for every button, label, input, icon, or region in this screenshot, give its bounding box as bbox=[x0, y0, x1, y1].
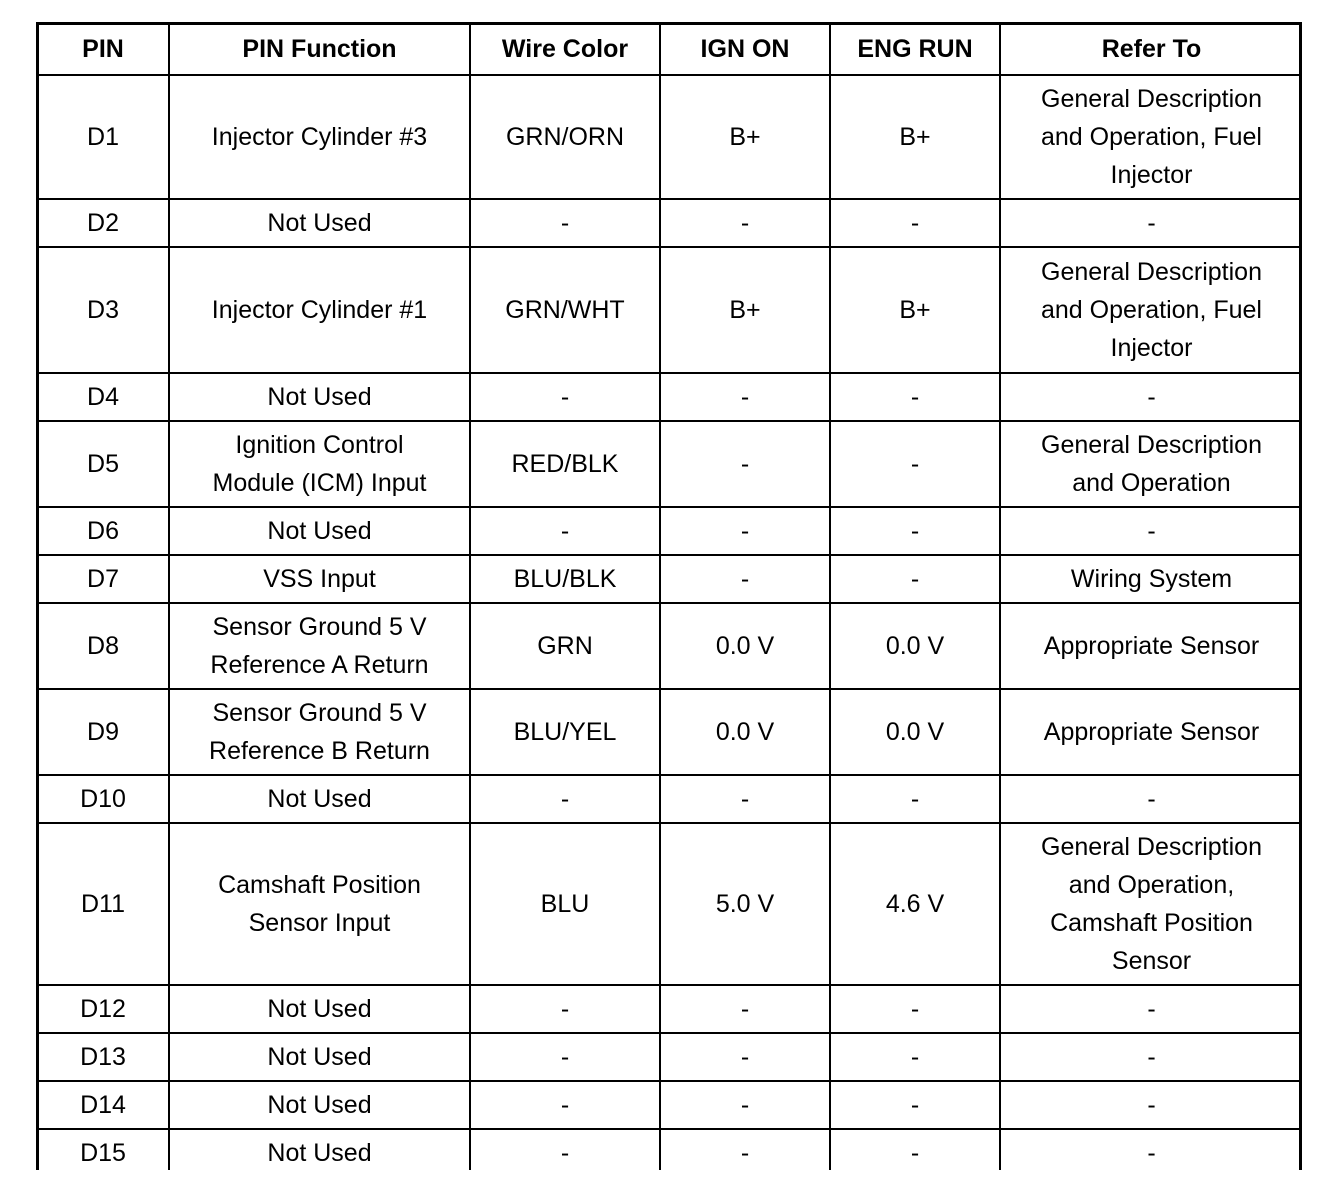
cell-pin bbox=[37, 199, 169, 247]
table-row bbox=[37, 555, 1302, 603]
cell-pin-text: D15 bbox=[80, 1139, 126, 1167]
cell-refer-to bbox=[1000, 1129, 1302, 1170]
pin-table-sheet bbox=[36, 22, 1302, 1170]
cell-pin-text: D14 bbox=[80, 1091, 126, 1119]
header-ign-on: IGN ON bbox=[660, 23, 830, 75]
table-row bbox=[37, 199, 1302, 247]
table-row bbox=[37, 775, 1302, 823]
cell-pin bbox=[37, 1129, 169, 1170]
cell-pin-function-text: VSS Input bbox=[263, 565, 376, 593]
table-row bbox=[37, 1129, 1302, 1170]
cell-refer-to bbox=[1000, 373, 1302, 421]
cell-wire-color-text: GRN/ORN bbox=[505, 123, 625, 151]
cell-refer-to bbox=[1000, 985, 1302, 1033]
cell-ign-on bbox=[660, 689, 830, 775]
cell-ign-on bbox=[660, 421, 830, 507]
cell-pin-function-text: Not Used bbox=[267, 785, 372, 813]
cell-refer-to bbox=[1000, 775, 1302, 823]
cell-refer-to-text: - bbox=[1147, 383, 1156, 411]
cell-ign-on-text: - bbox=[740, 785, 750, 813]
table-row bbox=[37, 373, 1302, 421]
table-row bbox=[37, 823, 1302, 985]
header-eng-run: ENG RUN bbox=[830, 23, 1000, 75]
cell-wire-color-text: - bbox=[560, 995, 570, 1023]
cell-wire-color-text: BLU/YEL bbox=[513, 718, 617, 746]
cell-eng-run-text: - bbox=[910, 1043, 920, 1071]
cell-refer-to-text: General Description and Operation bbox=[1041, 431, 1262, 497]
cell-pin-function-text: Not Used bbox=[267, 1139, 372, 1167]
cell-eng-run bbox=[830, 775, 1000, 823]
cell-pin-text: D1 bbox=[87, 123, 119, 151]
cell-pin-function bbox=[169, 689, 470, 775]
cell-wire-color bbox=[470, 373, 660, 421]
cell-pin bbox=[37, 823, 169, 985]
cell-pin-function-text: Not Used bbox=[267, 995, 372, 1023]
cell-refer-to-text: - bbox=[1147, 1139, 1156, 1167]
cell-ign-on bbox=[660, 823, 830, 985]
cell-refer-to-text: Appropriate Sensor bbox=[1043, 718, 1260, 746]
cell-pin bbox=[37, 507, 169, 555]
cell-eng-run bbox=[830, 1129, 1000, 1170]
cell-pin-function-text: Not Used bbox=[267, 517, 372, 545]
cell-pin-function bbox=[169, 199, 470, 247]
cell-refer-to-text: - bbox=[1147, 1091, 1156, 1119]
cell-eng-run bbox=[830, 247, 1000, 373]
cell-wire-color bbox=[470, 247, 660, 373]
cell-wire-color-text: - bbox=[560, 209, 570, 237]
cell-wire-color-text: - bbox=[560, 1139, 570, 1167]
cell-ign-on bbox=[660, 603, 830, 689]
cell-eng-run-text: 0.0 V bbox=[885, 718, 945, 746]
cell-refer-to-text: - bbox=[1147, 995, 1156, 1023]
cell-refer-to-text: Wiring System bbox=[1070, 565, 1233, 593]
cell-pin-text: D11 bbox=[80, 890, 125, 918]
cell-ign-on bbox=[660, 1033, 830, 1081]
pin-table bbox=[36, 22, 1302, 1170]
cell-eng-run bbox=[830, 373, 1000, 421]
table-row bbox=[37, 421, 1302, 507]
cell-ign-on-text: - bbox=[740, 1043, 750, 1071]
cell-eng-run-text: - bbox=[910, 1139, 920, 1167]
table-row bbox=[37, 507, 1302, 555]
cell-wire-color bbox=[470, 775, 660, 823]
cell-ign-on-text: 0.0 V bbox=[715, 718, 775, 746]
cell-refer-to bbox=[1000, 247, 1302, 373]
cell-pin-function bbox=[169, 775, 470, 823]
cell-wire-color bbox=[470, 689, 660, 775]
cell-ign-on-text: - bbox=[740, 383, 750, 411]
cell-pin-function-text: Not Used bbox=[267, 1043, 372, 1071]
cell-eng-run bbox=[830, 985, 1000, 1033]
cell-eng-run bbox=[830, 199, 1000, 247]
cell-refer-to bbox=[1000, 75, 1302, 199]
cell-pin bbox=[37, 75, 169, 199]
cell-ign-on bbox=[660, 75, 830, 199]
cell-ign-on bbox=[660, 373, 830, 421]
cell-pin-text: D9 bbox=[87, 718, 119, 746]
cell-wire-color-text: GRN/WHT bbox=[505, 296, 625, 324]
cell-pin bbox=[37, 775, 169, 823]
cell-ign-on bbox=[660, 1081, 830, 1129]
cell-refer-to bbox=[1000, 603, 1302, 689]
cell-pin-function-text: Injector Cylinder #3 bbox=[211, 123, 428, 151]
cell-refer-to bbox=[1000, 1033, 1302, 1081]
cell-wire-color-text: - bbox=[560, 1091, 570, 1119]
header-wire-color: Wire Color bbox=[470, 23, 660, 75]
cell-pin bbox=[37, 1033, 169, 1081]
cell-ign-on-text: - bbox=[740, 1139, 750, 1167]
table-row bbox=[37, 689, 1302, 775]
cell-wire-color-text: GRN bbox=[537, 632, 593, 660]
cell-pin-text: D12 bbox=[80, 995, 126, 1023]
cell-ign-on bbox=[660, 199, 830, 247]
cell-wire-color bbox=[470, 421, 660, 507]
cell-eng-run bbox=[830, 1081, 1000, 1129]
cell-eng-run-text: B+ bbox=[899, 296, 931, 324]
cell-pin-function bbox=[169, 421, 470, 507]
cell-eng-run-text: - bbox=[910, 209, 920, 237]
cell-ign-on-text: B+ bbox=[729, 123, 761, 151]
cell-pin-function bbox=[169, 555, 470, 603]
cell-ign-on-text: - bbox=[740, 1091, 750, 1119]
cell-pin bbox=[37, 1081, 169, 1129]
cell-wire-color-text: - bbox=[560, 383, 570, 411]
cell-ign-on-text: - bbox=[740, 995, 750, 1023]
cell-wire-color-text: BLU bbox=[540, 890, 590, 918]
cell-pin-text: D3 bbox=[87, 296, 119, 324]
cell-pin-function-text: Sensor Ground 5 V Reference A Return bbox=[210, 613, 429, 679]
cell-wire-color bbox=[470, 603, 660, 689]
cell-pin bbox=[37, 247, 169, 373]
cell-ign-on-text: B+ bbox=[729, 296, 761, 324]
cell-ign-on-text: - bbox=[740, 565, 750, 593]
cell-ign-on-text: - bbox=[740, 209, 750, 237]
cell-refer-to-text: - bbox=[1147, 1043, 1156, 1071]
cell-eng-run bbox=[830, 689, 1000, 775]
table-row bbox=[37, 603, 1302, 689]
header-pin-function: PIN Function bbox=[169, 23, 470, 75]
cell-pin-function bbox=[169, 373, 470, 421]
cell-eng-run-text: 0.0 V bbox=[885, 632, 945, 660]
cell-pin bbox=[37, 689, 169, 775]
cell-pin-text: D13 bbox=[80, 1043, 126, 1071]
table-row bbox=[37, 1033, 1302, 1081]
cell-eng-run bbox=[830, 75, 1000, 199]
cell-ign-on bbox=[660, 775, 830, 823]
cell-pin bbox=[37, 421, 169, 507]
cell-pin bbox=[37, 985, 169, 1033]
cell-pin-text: D10 bbox=[80, 785, 126, 813]
cell-wire-color bbox=[470, 823, 660, 985]
cell-eng-run bbox=[830, 507, 1000, 555]
cell-eng-run-text: - bbox=[910, 517, 920, 545]
cell-eng-run-text: - bbox=[910, 383, 920, 411]
cell-pin-function-text: Injector Cylinder #1 bbox=[211, 296, 428, 324]
cell-pin bbox=[37, 603, 169, 689]
cell-pin-function-text: Not Used bbox=[267, 209, 372, 237]
cell-refer-to-text: - bbox=[1147, 785, 1156, 813]
cell-pin-function-text: Camshaft Position Sensor Input bbox=[218, 871, 421, 937]
cell-pin-function bbox=[169, 1033, 470, 1081]
cell-wire-color-text: RED/BLK bbox=[511, 450, 619, 478]
header-pin: PIN bbox=[37, 23, 169, 75]
cell-wire-color bbox=[470, 75, 660, 199]
cell-eng-run-text: - bbox=[910, 785, 920, 813]
cell-pin-function bbox=[169, 75, 470, 199]
cell-refer-to bbox=[1000, 507, 1302, 555]
cell-eng-run-text: - bbox=[910, 995, 920, 1023]
cell-eng-run-text: - bbox=[910, 450, 920, 478]
cell-pin-function-text: Not Used bbox=[267, 1091, 372, 1119]
cell-pin-function bbox=[169, 603, 470, 689]
cell-refer-to-text: General Description and Operation, Fuel Injector bbox=[1041, 85, 1262, 189]
table-row bbox=[37, 75, 1302, 199]
cell-wire-color bbox=[470, 1033, 660, 1081]
cell-ign-on-text: - bbox=[740, 517, 750, 545]
cell-wire-color bbox=[470, 1129, 660, 1170]
cell-wire-color-text: - bbox=[560, 1043, 570, 1071]
cell-pin bbox=[37, 555, 169, 603]
header-row bbox=[37, 23, 1302, 75]
cell-ign-on bbox=[660, 1129, 830, 1170]
header-refer-to: Refer To bbox=[1000, 23, 1302, 75]
cell-wire-color-text: - bbox=[560, 785, 570, 813]
cell-pin-function bbox=[169, 507, 470, 555]
cell-eng-run-text: B+ bbox=[899, 123, 931, 151]
cell-eng-run bbox=[830, 421, 1000, 507]
cell-eng-run bbox=[830, 823, 1000, 985]
cell-ign-on-text: 0.0 V bbox=[715, 632, 775, 660]
cell-eng-run-text: 4.6 V bbox=[885, 890, 945, 918]
cell-refer-to bbox=[1000, 199, 1302, 247]
cell-wire-color-text: - bbox=[560, 517, 570, 545]
cell-refer-to bbox=[1000, 555, 1302, 603]
cell-refer-to-text: General Description and Operation, Camshaft Position Sensor bbox=[1041, 833, 1262, 975]
cell-pin-function bbox=[169, 985, 470, 1033]
cell-ign-on bbox=[660, 507, 830, 555]
cell-wire-color bbox=[470, 555, 660, 603]
cell-pin-function bbox=[169, 823, 470, 985]
cell-pin-text: D2 bbox=[87, 209, 119, 237]
table-row bbox=[37, 247, 1302, 373]
cell-pin-text: D6 bbox=[87, 517, 119, 545]
cell-refer-to bbox=[1000, 823, 1302, 985]
cell-refer-to-text: General Description and Operation, Fuel Injector bbox=[1041, 258, 1262, 362]
cell-pin-function-text: Sensor Ground 5 V Reference B Return bbox=[209, 699, 430, 765]
cell-eng-run-text: - bbox=[910, 1091, 920, 1119]
cell-refer-to bbox=[1000, 1081, 1302, 1129]
cell-wire-color bbox=[470, 985, 660, 1033]
cell-pin-function-text: Ignition Control Module (ICM) Input bbox=[212, 431, 427, 497]
cell-pin-text: D5 bbox=[87, 450, 119, 478]
cell-ign-on bbox=[660, 985, 830, 1033]
cell-pin-function-text: Not Used bbox=[267, 383, 372, 411]
cell-eng-run bbox=[830, 603, 1000, 689]
cell-pin-text: D8 bbox=[87, 632, 119, 660]
cell-wire-color bbox=[470, 507, 660, 555]
cell-wire-color-text: BLU/BLK bbox=[513, 565, 617, 593]
cell-ign-on bbox=[660, 247, 830, 373]
cell-wire-color bbox=[470, 1081, 660, 1129]
cell-refer-to-text: - bbox=[1147, 209, 1156, 237]
cell-pin-function bbox=[169, 1081, 470, 1129]
cell-refer-to bbox=[1000, 421, 1302, 507]
cell-pin-function bbox=[169, 1129, 470, 1170]
cell-refer-to-text: Appropriate Sensor bbox=[1043, 632, 1260, 660]
cell-pin-function bbox=[169, 247, 470, 373]
table-row bbox=[37, 985, 1302, 1033]
cell-pin-text: D7 bbox=[87, 565, 119, 593]
cell-ign-on-text: - bbox=[740, 450, 750, 478]
cell-refer-to-text: - bbox=[1147, 517, 1156, 545]
cell-eng-run bbox=[830, 555, 1000, 603]
cell-wire-color bbox=[470, 199, 660, 247]
table-body bbox=[37, 75, 1302, 1170]
cell-pin-text: D4 bbox=[87, 383, 119, 411]
cell-eng-run-text: - bbox=[910, 565, 920, 593]
cell-pin bbox=[37, 373, 169, 421]
cell-eng-run bbox=[830, 1033, 1000, 1081]
cell-refer-to bbox=[1000, 689, 1302, 775]
cell-ign-on-text: 5.0 V bbox=[715, 890, 775, 918]
table-row bbox=[37, 1081, 1302, 1129]
cell-ign-on bbox=[660, 555, 830, 603]
